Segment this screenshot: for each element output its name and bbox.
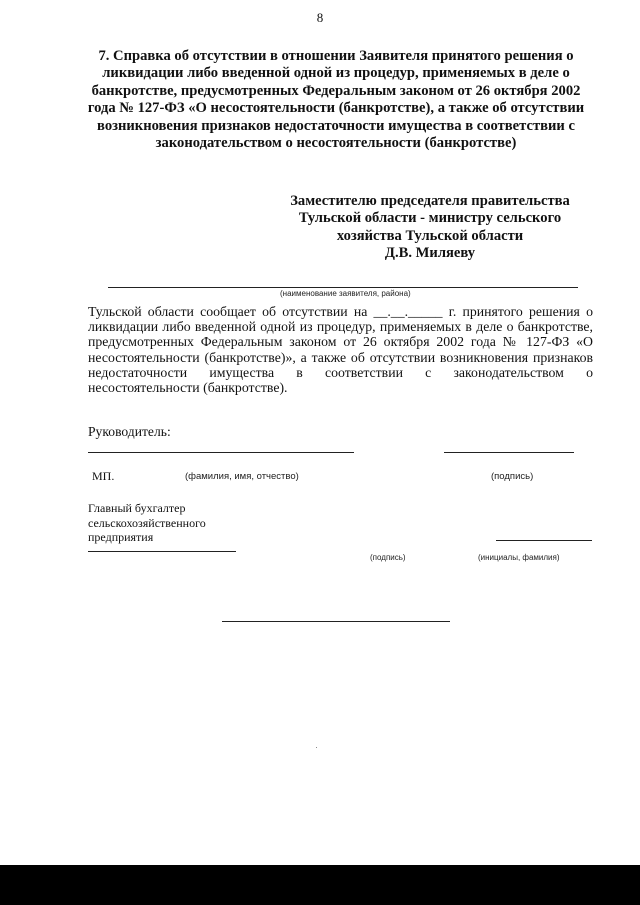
chief-accountant-line: Главный бухгалтер [88, 501, 186, 515]
addressee-line: Заместителю председателя правительства [290, 193, 570, 209]
head-signature-line[interactable] [444, 452, 574, 453]
fio-caption: (фамилия, имя, отчество) [185, 471, 299, 482]
acc-signature-caption: (подпись) [370, 553, 406, 562]
applicant-name-line[interactable] [108, 287, 578, 288]
document-heading: 7. Справка об отсутствии в отношении Заявителя принятого решения о ликвидации либо введенной одной из процедур, применяемых в деле о банкротстве, предусмотренных Федеральным законом от 26 октября 2002 года № 127-ФЗ «О несостоятельности (банкротстве), а также об отсутствии возникновения признаков недостаточности имущества в соответствии с законодательством о несостоятельности (банкротстве) [87, 48, 585, 152]
accountant-signature-line[interactable] [88, 551, 236, 552]
mp-stamp-label: МП. [92, 469, 115, 483]
applicant-caption: (наименование заявителя, района) [280, 289, 411, 298]
chief-accountant-label [88, 501, 206, 545]
body-paragraph: Тульской области сообщает об отсутствии на __.__._____ г. принятого решения о ликвидации либо введенной одной из процедур, применяемых в деле о банкротстве, предусмотренных Федеральным законом от 26 октября 2002 года № 127-ФЗ «О несостоятельности (банкротстве)», а также об отсутствии возникновения признаков недостаточности имущества в соответствии с законодательством о несостоятельности (банкротстве). [88, 304, 593, 396]
head-label: Руководитель: [88, 424, 171, 439]
addressee-block [260, 193, 600, 263]
chief-accountant-line: сельскохозяйственного [88, 515, 206, 530]
page-number: 8 [316, 10, 324, 25]
separator-line [222, 621, 450, 622]
scan-bottom-border [0, 865, 640, 905]
addressee-line: хозяйства Тульской области [336, 227, 524, 244]
scan-speck [316, 747, 317, 748]
addressee-name: Д.В. Миляеву [384, 245, 476, 262]
signature-caption: (подпись) [491, 471, 534, 482]
addressee-line: Тульской области - министру сельского [298, 210, 562, 227]
accountant-initials-line[interactable] [496, 540, 592, 541]
acc-initials-caption: (инициалы, фамилия) [478, 553, 560, 562]
chief-accountant-line: предприятия [88, 530, 154, 544]
head-fio-line[interactable] [88, 452, 354, 453]
